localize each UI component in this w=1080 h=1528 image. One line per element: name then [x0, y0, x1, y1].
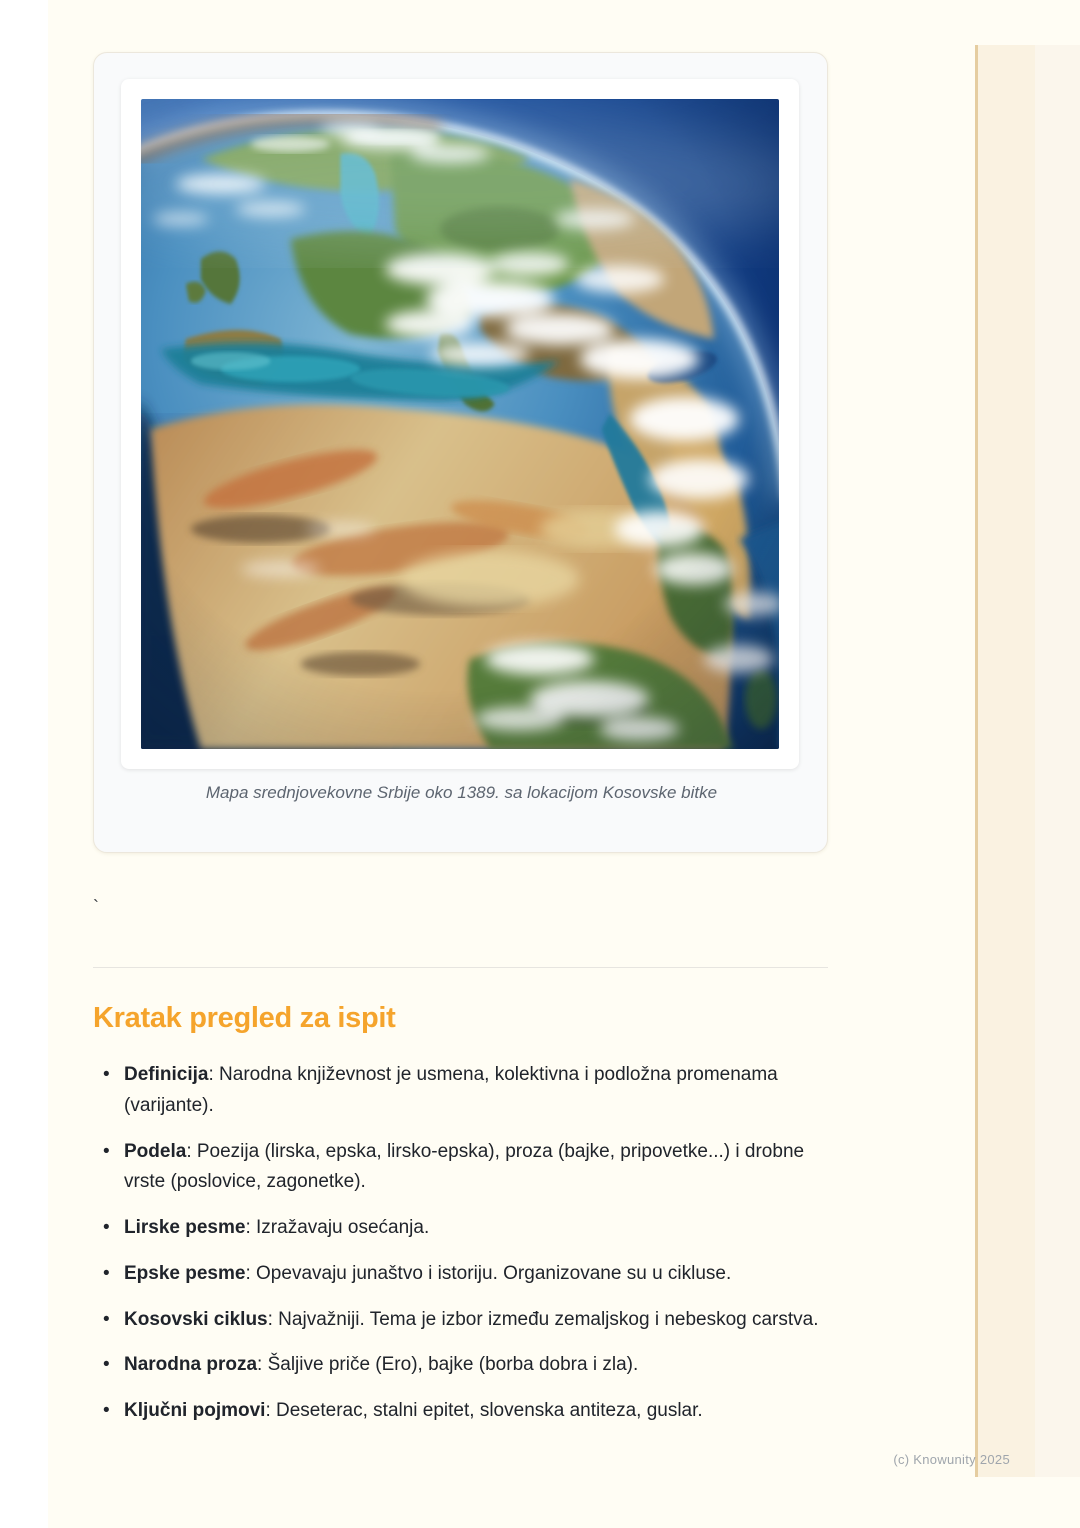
list-item-term: Epske pesme: [124, 1262, 246, 1284]
list-item-text: : Izražavaju osećanja.: [245, 1217, 430, 1239]
list-item-term: Narodna proza: [124, 1354, 258, 1376]
list-item-term: Podela: [124, 1140, 187, 1162]
list-item-term: Ključni pojmovi: [124, 1400, 266, 1422]
list-item-text: : Poezija (lirska, epska, lirsko-epska), proza (bajke, pripovetke...) i drobne vrste (poslovice, zagonetke).: [124, 1140, 805, 1193]
list-item-term: Lirske pesme: [124, 1217, 246, 1239]
list-item: [93, 1060, 828, 1122]
list-item-term: Definicija: [124, 1064, 209, 1085]
list-item-text: : Opevavaju junaštvo i istoriju. Organizovane su u cikluse.: [245, 1262, 732, 1284]
list-item-text: : Narodna književnost je usmena, kolektivna i podložna promenama (varijante).: [124, 1064, 778, 1116]
section-divider: [93, 967, 828, 968]
copyright-watermark: (c) Knowunity 2025: [893, 1452, 1010, 1467]
list-item: [93, 1213, 828, 1244]
list-item-term: Kosovski ciklus: [124, 1308, 268, 1330]
summary-list: [93, 1060, 828, 1442]
stray-backtick-text: `: [93, 897, 99, 917]
list-item: [93, 1137, 828, 1199]
figure-caption: Mapa srednjovekovne Srbije oko 1389. sa lokacijom Kosovske bitke: [205, 783, 718, 802]
list-item-text: : Deseterac, stalni epitet, slovenska antiteza, guslar.: [265, 1400, 703, 1422]
list-item: [93, 1396, 828, 1427]
document-page: [93, 52, 828, 1422]
section-title: Kratak pregled za ispit: [93, 1002, 396, 1034]
right-margin-strip: [978, 45, 1035, 1477]
list-item: [93, 1350, 828, 1381]
photo-frame: [121, 79, 799, 769]
list-item: [93, 1259, 828, 1290]
list-item-text: : Šaljive priče (Ero), bajke (borba dobra i zla).: [257, 1354, 639, 1376]
figure-card: [93, 52, 828, 853]
list-item-text: : Najvažniji. Tema je izbor između zemaljskog i nebeskog carstva.: [267, 1308, 819, 1330]
far-right-margin-strip: [1035, 45, 1080, 1477]
left-margin-strip: [0, 0, 48, 1528]
list-item: [93, 1305, 828, 1336]
earth-globe-image: [141, 99, 779, 749]
page-edge-line: [975, 45, 978, 1477]
